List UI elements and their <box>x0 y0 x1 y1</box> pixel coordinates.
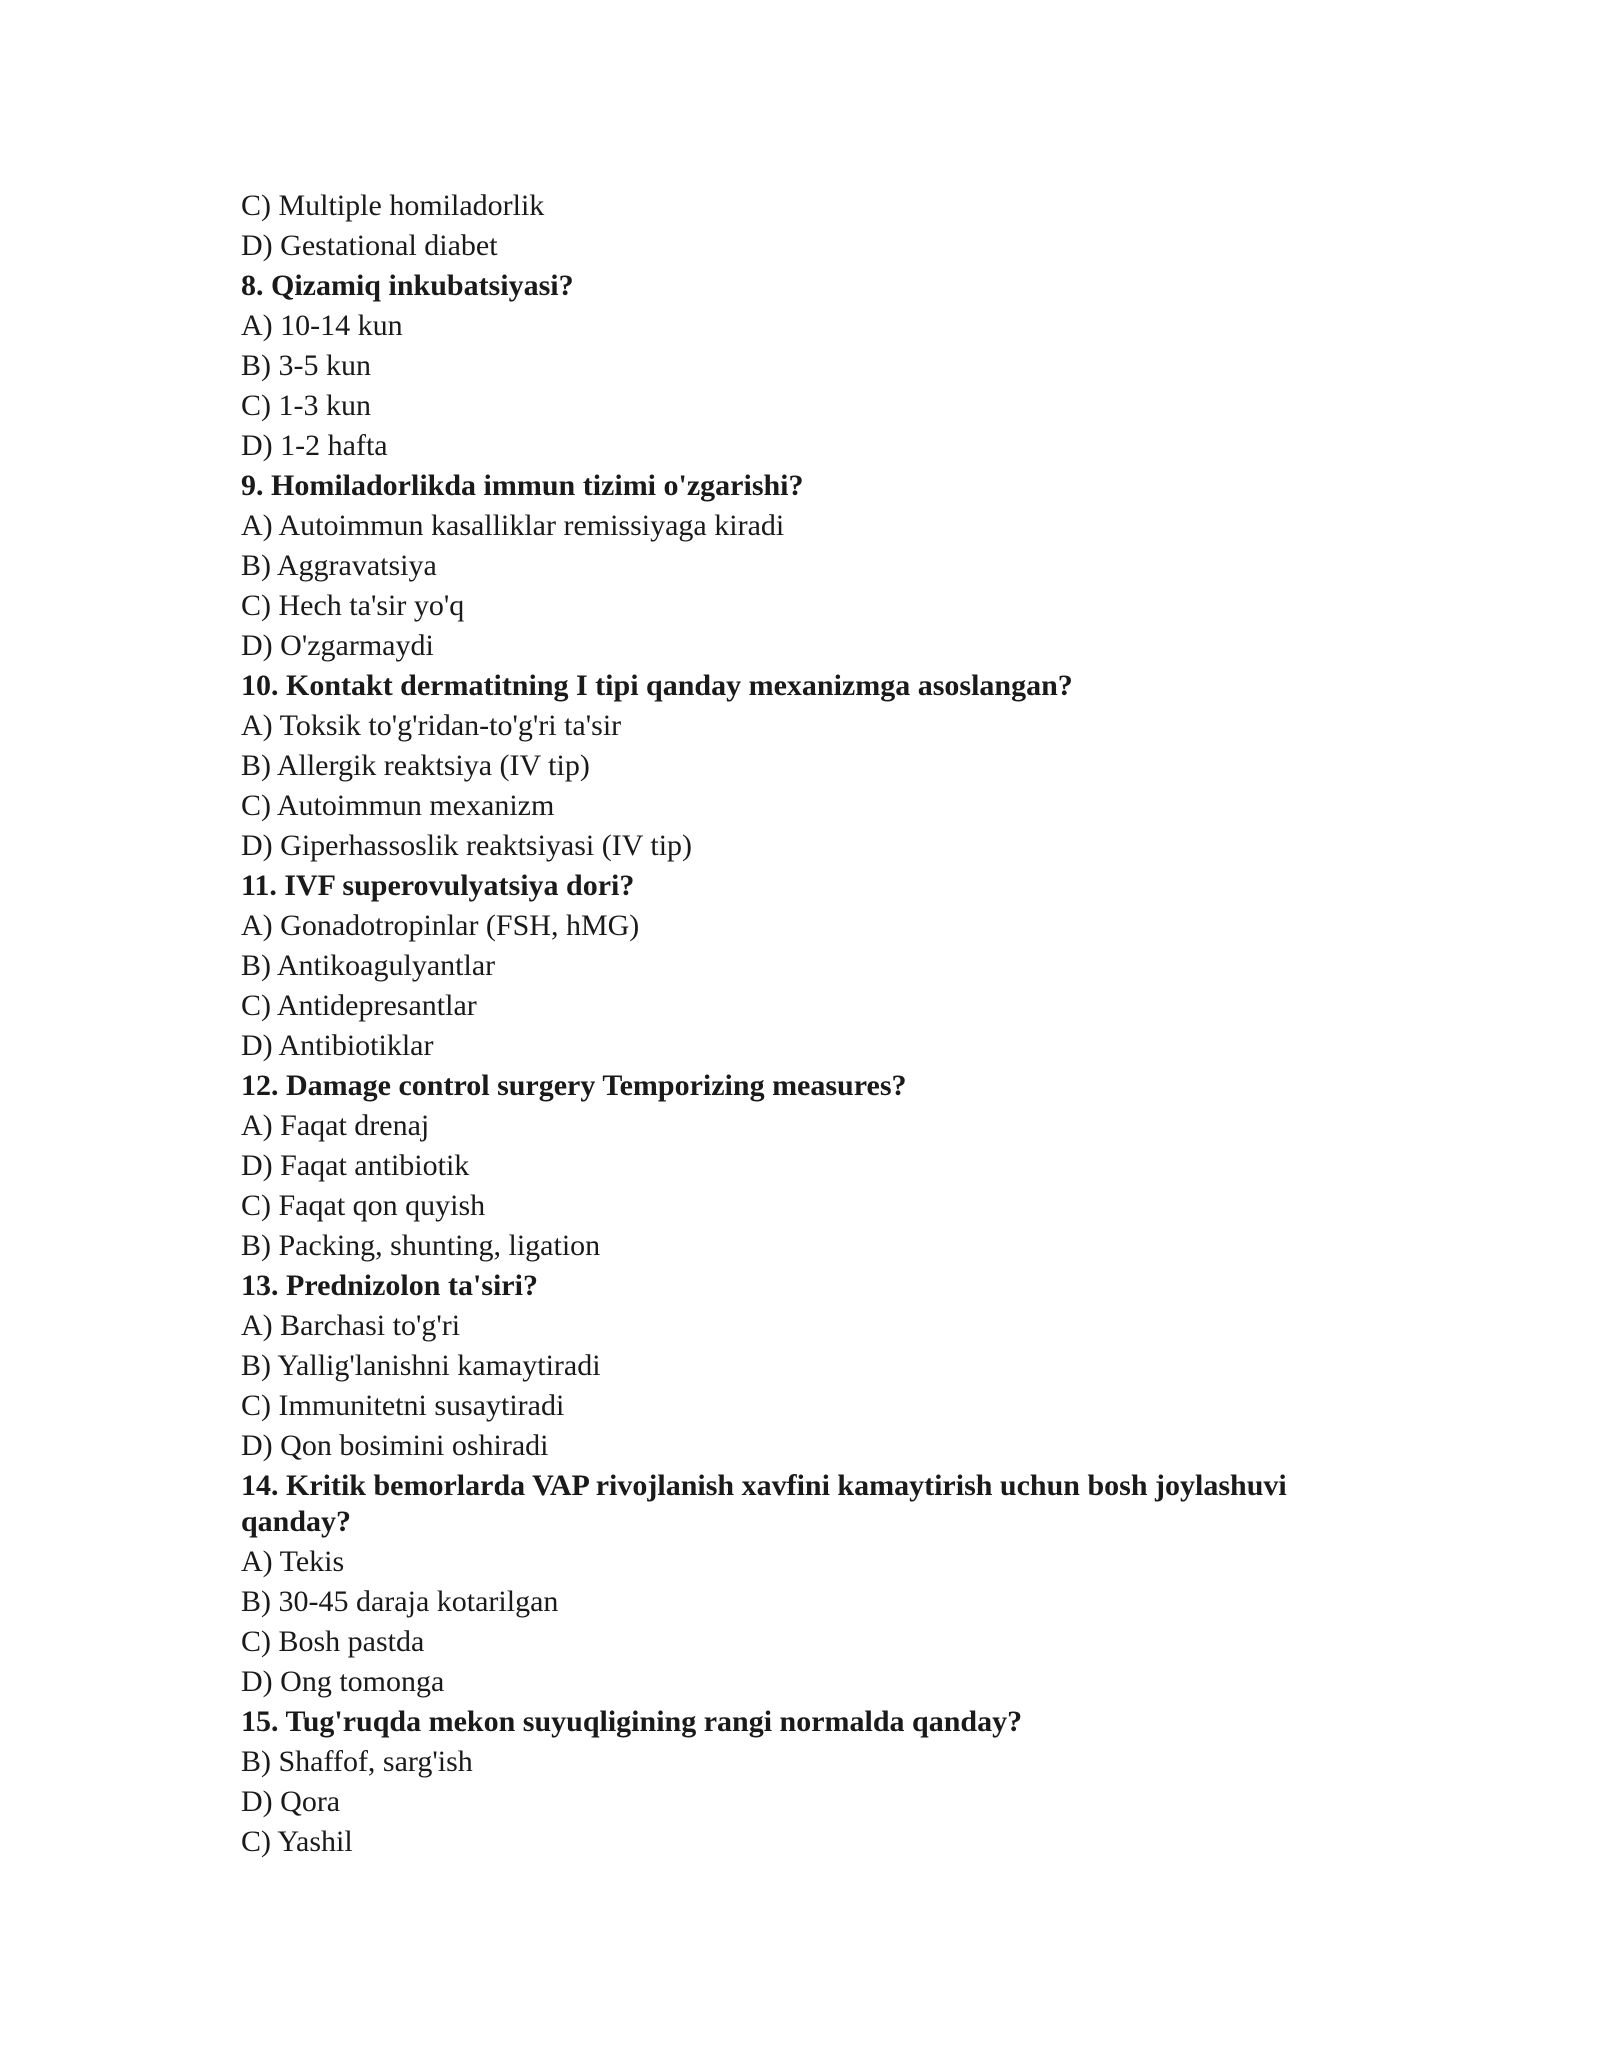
answer-option: C) Immunitetni susaytiradi <box>241 1389 565 1422</box>
answer-option: B) Packing, shunting, ligation <box>241 1229 601 1262</box>
answer-option: D) Ong tomonga <box>241 1665 445 1698</box>
answer-option: C) Hech ta'sir yo'q <box>241 589 465 622</box>
question-11: 11. IVF superovulyatsiya dori? <box>241 869 635 902</box>
answer-option: D) 1-2 hafta <box>241 429 388 462</box>
answer-option: B) Shaffof, sarg'ish <box>241 1745 473 1778</box>
question-10: 10. Kontakt dermatitning I tipi qanday mexanizmga asoslangan? <box>241 669 1073 702</box>
answer-option: B) 3-5 kun <box>241 349 371 382</box>
answer-option: D) Gestational diabet <box>241 229 498 262</box>
answer-option: A) Autoimmun kasalliklar remissiyaga kiradi <box>241 509 785 542</box>
question-13: 13. Prednizolon ta'siri? <box>241 1269 538 1302</box>
answer-option: D) Antibiotiklar <box>241 1029 434 1062</box>
answer-option: D) O'zgarmaydi <box>241 629 434 662</box>
answer-option: D) Faqat antibiotik <box>241 1149 470 1182</box>
question-8: 8. Qizamiq inkubatsiyasi? <box>241 269 574 302</box>
answer-option: C) Yashil <box>241 1825 353 1858</box>
answer-option: A) Barchasi to'g'ri <box>241 1309 461 1342</box>
answer-option: C) Faqat qon quyish <box>241 1189 486 1222</box>
answer-option: B) Yallig'lanishni kamaytiradi <box>241 1349 601 1382</box>
answer-option: C) Bosh pastda <box>241 1625 425 1658</box>
answer-option: B) Aggravatsiya <box>241 549 437 582</box>
question-9: 9. Homiladorlikda immun tizimi o'zgarishi? <box>241 469 804 502</box>
answer-option: C) Antidepresantlar <box>241 989 477 1022</box>
question-12: 12. Damage control surgery Temporizing measures? <box>241 1069 907 1102</box>
answer-option: A) 10-14 kun <box>241 309 403 342</box>
answer-option: C) 1-3 kun <box>241 389 371 422</box>
answer-option: A) Tekis <box>241 1545 345 1578</box>
answer-option: C) Autoimmun mexanizm <box>241 789 555 822</box>
answer-option: D) Qora <box>241 1785 341 1818</box>
answer-option: A) Toksik to'g'ridan-to'g'ri ta'sir <box>241 709 622 742</box>
question-list <box>241 186 1361 1862</box>
answer-option: A) Faqat drenaj <box>241 1109 430 1142</box>
answer-option: D) Giperhassoslik reaktsiyasi (IV tip) <box>241 829 693 862</box>
question-14: 14. Kritik bemorlarda VAP rivojlanish xavfini kamaytirish uchun bosh joylashuvi qanday? <box>241 1469 1287 1538</box>
answer-option: B) 30-45 daraja kotarilgan <box>241 1585 559 1618</box>
answer-option: C) Multiple homiladorlik <box>241 189 545 222</box>
answer-option: B) Antikoagulyantlar <box>241 949 496 982</box>
answer-option: B) Allergik reaktsiya (IV tip) <box>241 749 590 782</box>
answer-option: A) Gonadotropinlar (FSH, hMG) <box>241 909 640 942</box>
question-15: 15. Tug'ruqda mekon suyuqligining rangi normalda qanday? <box>241 1705 1023 1738</box>
answer-option: D) Qon bosimini oshiradi <box>241 1429 549 1462</box>
